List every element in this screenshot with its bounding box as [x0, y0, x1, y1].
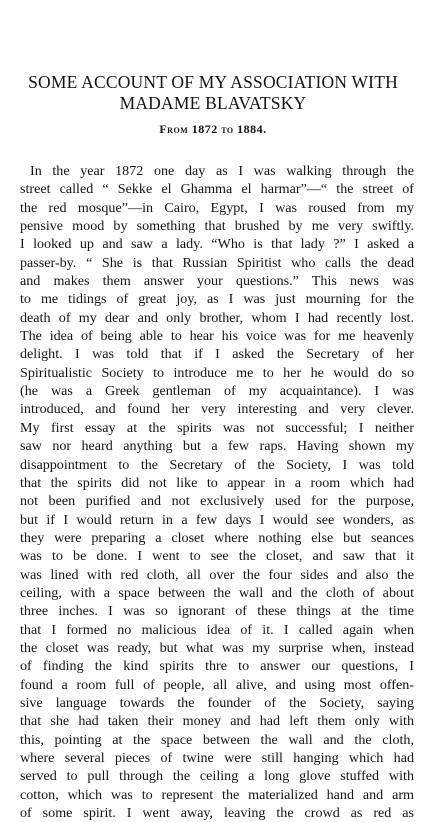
- text-line: delight. I was told that if I asked the Secretary of her: [20, 346, 414, 363]
- text-line: they were preparing a closet where nothing else but seances: [20, 529, 414, 546]
- text-line: saw nor heard anything but a few raps. Having shown my: [20, 438, 414, 455]
- text-line: of finding the kind spirits thre to answer our questions, I: [20, 658, 414, 675]
- chapter-title-line-1: SOME ACCOUNT OF MY ASSOCIATION WITH: [28, 72, 398, 92]
- text-line: the red mosque”—in Cairo, Egypt, I was roused from my: [20, 199, 414, 216]
- text-line: not been purified and not exclusively used for the purpose,: [20, 493, 414, 510]
- text-line: that the spirits did not like to appear in a room which had: [20, 474, 414, 491]
- text-line: sive language towards the founder of the Society, saying: [20, 694, 414, 711]
- text-line: was to be done. I went to see the closet, and saw that it: [20, 548, 414, 565]
- text-line: Spiritualistic Society to introduce me to her he would do so: [20, 364, 414, 381]
- text-line: and makes them answer your questions.” This news was: [20, 273, 414, 290]
- text-line: cotton, which was to represent the materialized hand and arm: [20, 786, 414, 803]
- text-line: In the year 1872 one day as I was walking through the: [30, 163, 414, 179]
- text-line: death of my dear and only brother, whom I had recently lost.: [20, 309, 414, 326]
- chapter-title-line-2: MADAME BLAVATSKY: [119, 93, 307, 113]
- text-line: I looked up and saw a lady. “Who is that lady ?” I asked a: [20, 236, 414, 253]
- text-line: disappointment to the Secretary of the Society, I was told: [20, 456, 414, 473]
- text-line: found a room full of people, all alive, and using most offen-: [20, 676, 414, 693]
- text-line: served to pull through the ceiling a long glove stuffed with: [20, 768, 414, 785]
- text-line: The idea of being able to hear his voice was for me heavenly: [20, 328, 414, 345]
- text-line: introduced, and found her very interesting and very clever.: [20, 401, 414, 418]
- text-line: ceiling, with a space between the wall and the cloth of about: [20, 584, 414, 601]
- text-line: was lined with red cloth, all over the four sides and also the: [20, 566, 414, 583]
- text-line: the closet was ready, but what was my surprise when, instead: [20, 639, 414, 656]
- text-line: street called “ Sekke el Ghamma el harmar”—“ the street of: [20, 181, 414, 198]
- text-line: My first essay at the spirits was not successful; I neither: [20, 419, 414, 436]
- text-line: of some spirit. I went away, leaving the crowd as red as: [20, 805, 414, 822]
- text-line: (he was a Greek gentleman of my acquaintance). I was: [20, 383, 414, 400]
- text-line: where several pieces of twine were still hanging which had: [20, 750, 414, 766]
- text-line: this, pointing at the space between the wall and the cloth,: [20, 731, 414, 748]
- text-line: but if I would return in a few days I would see wonders, as: [20, 511, 414, 528]
- text-line: passer-by. “ She is that Russian Spiritist who calls the dead: [20, 254, 414, 271]
- text-line: to me tidings of great joy, as I was just mourning for the: [20, 291, 414, 308]
- body-text: [20, 162, 414, 822]
- text-line: pensive mood by something that brushed by me very swiftly.: [20, 218, 414, 235]
- text-line: that I formed no malicious idea of it. I called again when: [20, 621, 414, 638]
- text-line: three inches. I was so ignorant of these things at the time: [20, 603, 414, 620]
- chapter-subtitle: From 1872 to 1884.: [159, 122, 267, 136]
- text-line: that she had taken their money and had left them only with: [20, 713, 414, 730]
